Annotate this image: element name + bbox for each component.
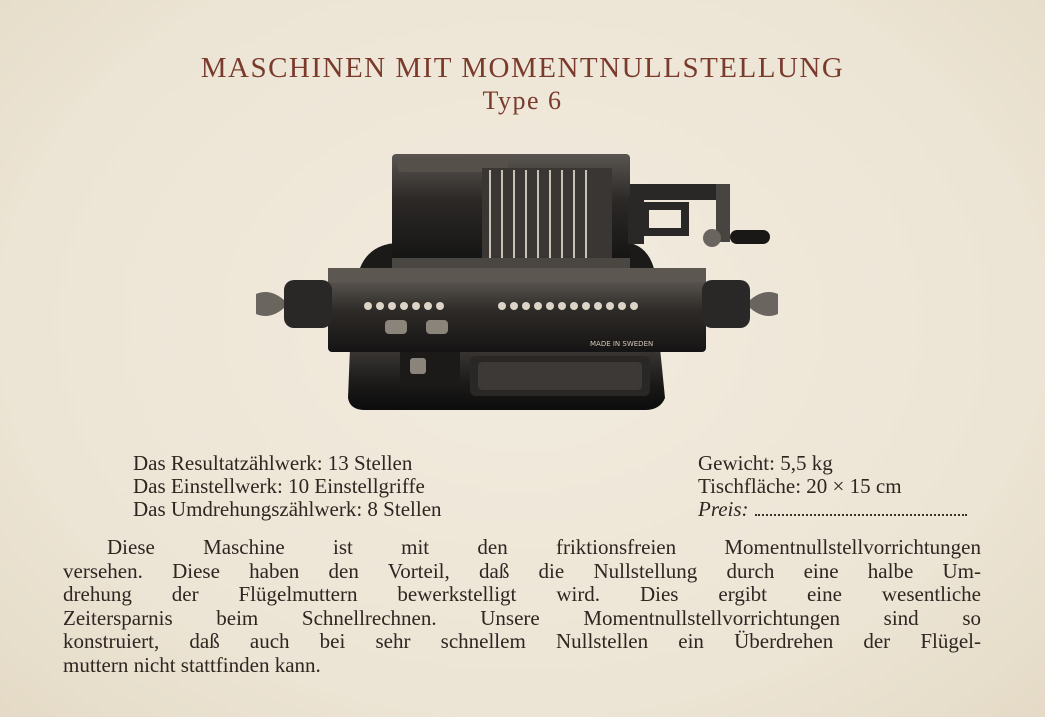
page-subtitle: Type 6 [482, 86, 563, 115]
spec-weight: Gewicht: 5,5 kg [698, 451, 833, 475]
spec-table-area: Tischfläche: 20 × 15 cm [698, 474, 902, 498]
spec-setting-mechanism: Das Einstellwerk: 10 Einstellgriffe [133, 474, 425, 498]
spec-result-counter: Das Resultatzählwerk: 13 Stellen [133, 451, 413, 475]
price-dotted-line [755, 513, 967, 516]
description-line: konstruiert, daß auch bei sehr schnellem Nullstellen ein Überdrehen der Flügel- [63, 629, 981, 654]
description-line: muttern nicht stattfinden kann. [63, 652, 321, 677]
description-line: Diese Maschine ist mit den friktionsfreien Momentnullstellvorrichtungen [107, 535, 981, 559]
page-title: MASCHINEN MIT MOMENTNULLSTELLUNG [200, 52, 845, 84]
price-label: Preis: [698, 497, 749, 521]
specs-right [698, 452, 967, 521]
description-line: versehen. Diese haben den Vorteil, daß die Nullstellung durch eine halbe Um- [63, 558, 981, 583]
description-paragraph [63, 536, 981, 678]
specs-left [133, 452, 442, 521]
description-line: drehung der Flügelmuttern bewerkstelligt wird. Dies ergibt eine wesentliche [63, 582, 981, 607]
description-line: Zeitersparnis beim Schnellrechnen. Unsere Momentnullstellvorrichtungen sind so [63, 605, 981, 630]
spec-price [698, 498, 967, 521]
calculating-machine-photo [250, 148, 790, 413]
spec-revolution-counter: Das Umdrehungszählwerk: 8 Stellen [133, 497, 442, 521]
maker-plate: MADE IN SWEDEN [590, 340, 654, 348]
